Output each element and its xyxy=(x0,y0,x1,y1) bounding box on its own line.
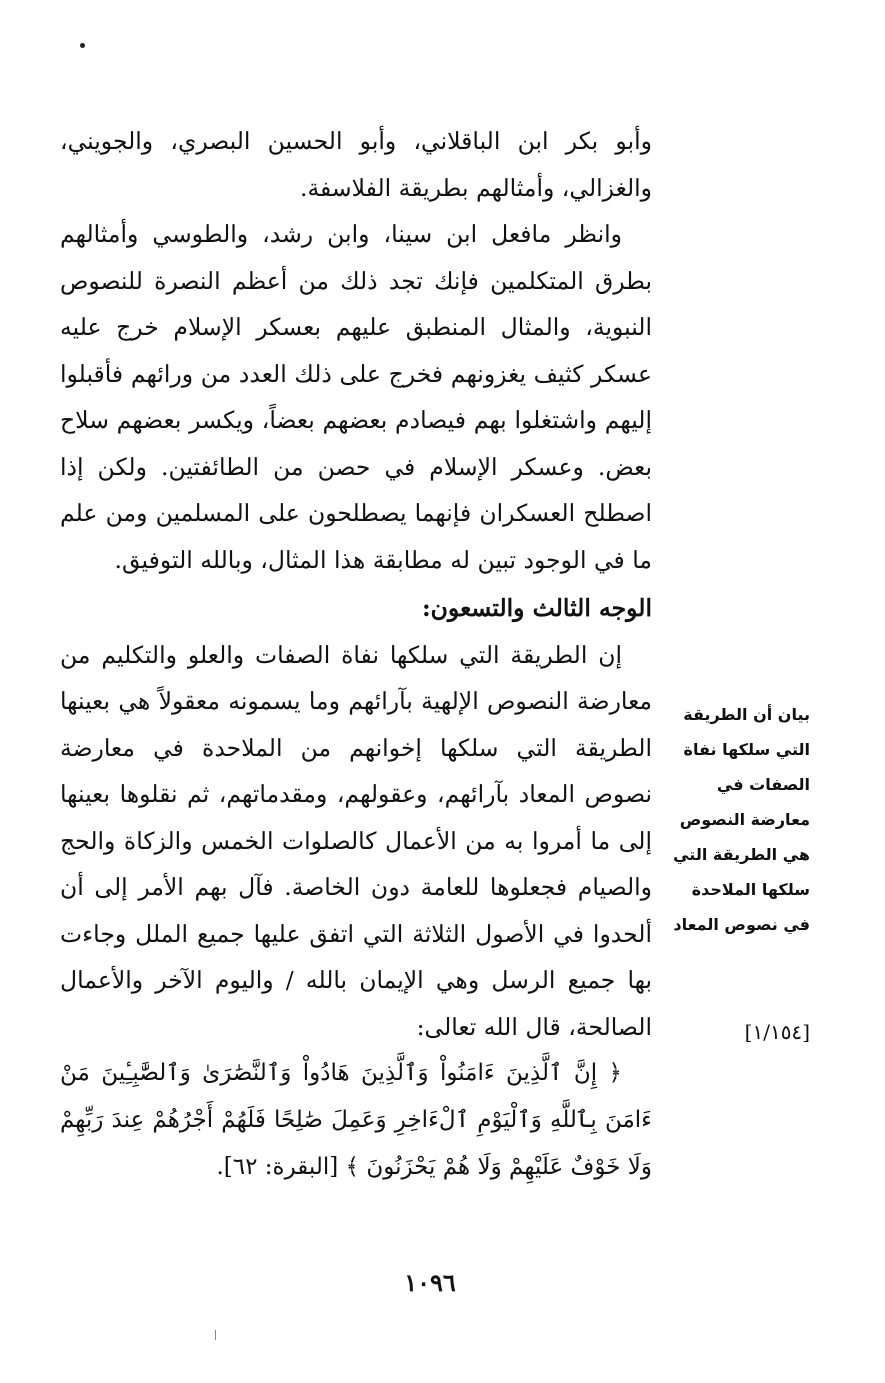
page-tick-mark xyxy=(215,1330,216,1340)
paragraph-1: وأبو بكر ابن الباقلاني، وأبو الحسين البصري، والجويني، والغزالي، وأمثالهم بطريقة الفلاسفة. xyxy=(60,127,652,202)
margin-note: بيان أن الطريقة التي سلكها نفاة الصفات في معارضة النصوص هي الطريقة التي سلكها الملاحدة في نصوص المعاد xyxy=(673,705,810,934)
main-text-column xyxy=(60,118,652,1191)
section-body: إن الطريقة التي سلكها نفاة الصفات والعلو والتكليم من معارضة النصوص الإلهية بآرائهم وما يسمونه معقولاً هي بعينها الطريقة التي سلكها إخوانهم من الملاحدة في معارضة نصوص المعاد بآرائهم، وعقولهم، ومقدماتهم، ثم نقلوها بعينها إلى ما أمروا به من الأعمال كالصلوات الخمس والزكاة والحج والصيام فجعلوها للعامة دون الخاصة. فآل بهم الأمر إلى أن ألحدوا في الأصول الثلاثة التي اتفق عليها جميع الملل وجاءت بها جميع الرسل وهي الإيمان بالله / واليوم الآخر والأعمال الصالحة، قال الله تعالى: xyxy=(60,640,652,1041)
page-mark-dot xyxy=(80,43,85,48)
page-number: ١٠٩٦ xyxy=(404,1268,456,1297)
quran-verse: ﴿ إِنَّ ٱلَّذِينَ ءَامَنُواْ وَٱلَّذِينَ هَادُواْ وَٱلنَّصَٰرَىٰ وَٱلصَّٰبِـِٔينَ مَنْ ءَامَنَ بِٱللَّهِ وَٱلْيَوْمِ ٱلْءَاخِرِ وَعَمِلَ صَٰلِحًا فَلَهُمْ أَجْرُهُمْ عِندَ رَبِّهِمْ وَلَا خَوْفٌ عَلَيْهِمْ وَلَا هُمْ يَحْزَنُونَ ﴾ [البقرة: ٦٢]. xyxy=(60,1060,652,1180)
paragraph-2: وانظر مافعل ابن سينا، وابن رشد، والطوسي وأمثالهم بطرق المتكلمين فإنك تجد ذلك من أعظم النصرة للنصوص النبوية، والمثال المنطبق عليهم بعسكر الإسلام خرج عليه عسكر كثيف يغزونهم فخرج على ذلك العدد من ورائهم فأقبلوا إليهم واشتغلوا بهم فيصادم بعضهم بعضاً، ويكسر بعضهم سلاح بعض. وعسكر الإسلام في حصن من الطائفتين. ولكن إذا اصطلح العسكران فإنهما يصطلحون على المسلمين ومن علم ما في الوجود تبين له مطابقة هذا المثال، وبالله التوفيق. xyxy=(60,220,652,574)
section-heading: الوجه الثالث والتسعون: xyxy=(422,594,652,622)
margin-reference: [١/١٥٤] xyxy=(744,1020,810,1044)
